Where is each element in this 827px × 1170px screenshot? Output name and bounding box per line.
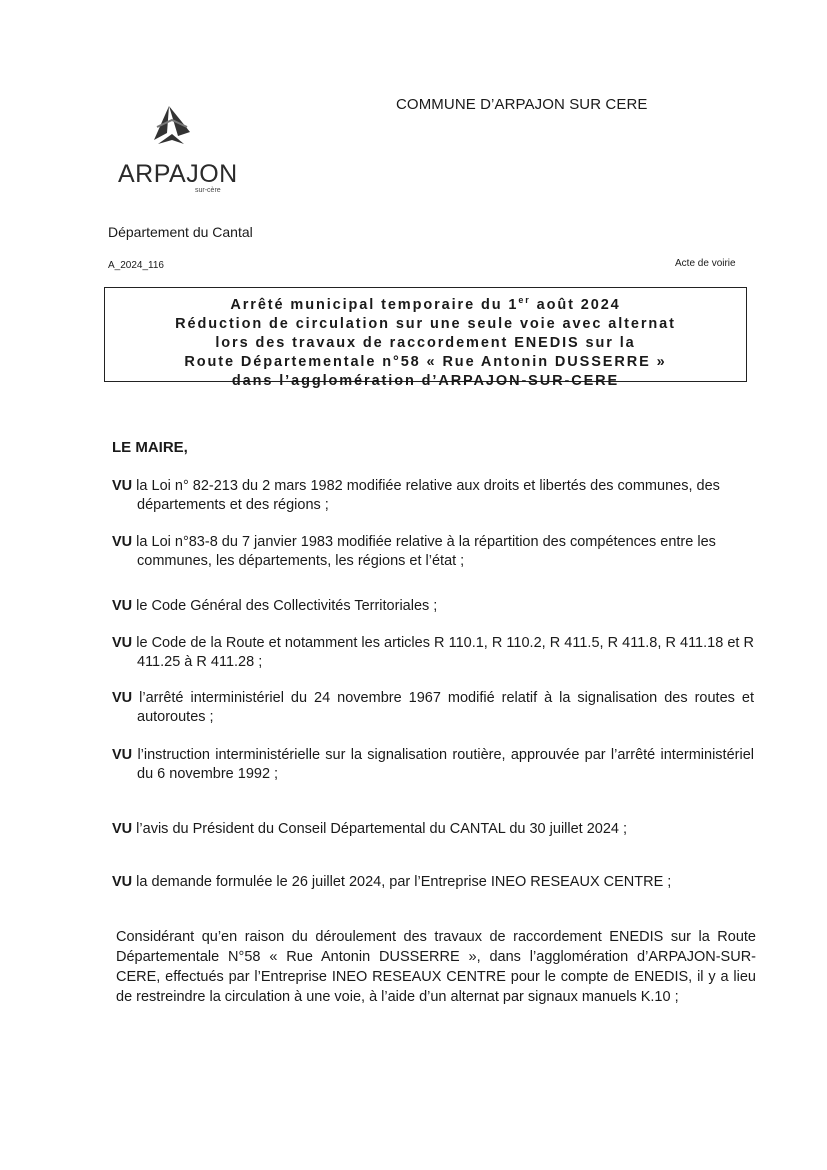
vu-paragraph: VU l’instruction interministérielle sur la signalisation routière, approuvée par l’arrêté interministériel du 6 novembre 1992 ; bbox=[112, 747, 754, 782]
logo-subtext: sur-cère bbox=[195, 187, 221, 194]
vu-paragraph: VU le Code Général des Collectivités Territoriales ; bbox=[112, 598, 438, 614]
title-box bbox=[104, 287, 747, 389]
considerant-paragraph: Considérant qu’en raison du déroulement des travaux de raccordement ENEDIS sur la Route Départementale N°58 « Rue Antonin DUSSERRE », dans l’agglomération d’ARPAJON-SUR-CERE, effectués par l’Entreprise INEO RESEAUX CENTRE pour le compte de ENEDIS, il y a lieu de restreindre la circulation à une voie, à l’aide d’un alternat par signaux manuels K.10 ; bbox=[116, 929, 756, 1005]
vu-paragraph: VU la Loi n° 82-213 du 2 mars 1982 modifiée relative aux droits et libertés des communes, des départements et des régions ; bbox=[112, 478, 720, 513]
title-line-4: Route Départementale n°58 « Rue Antonin DUSSERRE » bbox=[184, 353, 667, 370]
title-line-3: lors des travaux de raccordement ENEDIS sur la bbox=[215, 334, 636, 351]
title-line-5: dans l’agglomération d’ARPAJON-SUR-CERE bbox=[231, 372, 620, 389]
document-reference: A_2024_116 bbox=[108, 260, 164, 271]
acte-type: Acte de voirie bbox=[675, 258, 736, 269]
commune-name: COMMUNE D’ARPAJON SUR CERE bbox=[396, 96, 648, 113]
vu-paragraph: VU l’arrêté interministériel du 24 novembre 1967 modifié relatif à la signalisation des routes et autoroutes ; bbox=[112, 690, 754, 725]
le-maire-heading: LE MAIRE, bbox=[112, 439, 188, 456]
logo-wordmark: ARPAJON bbox=[118, 160, 238, 188]
vu-paragraph: VU l’avis du Président du Conseil Départemental du CANTAL du 30 juillet 2024 ; bbox=[112, 821, 628, 837]
title-line-2: Réduction de circulation sur une seule voie avec alternat bbox=[175, 315, 676, 332]
vu-paragraph: VU le Code de la Route et notamment les articles R 110.1, R 110.2, R 411.5, R 411.8, R 411.18 et R 411.25 à R 411.28 ; bbox=[112, 635, 754, 670]
departement-label: Département du Cantal bbox=[108, 224, 253, 240]
vu-paragraph: VU la demande formulée le 26 juillet 2024, par l’Entreprise INEO RESEAUX CENTRE ; bbox=[112, 874, 672, 890]
title-line-1: Arrêté municipal temporaire du 1er août 2024 bbox=[230, 295, 621, 313]
vu-paragraph: VU la Loi n°83-8 du 7 janvier 1983 modifiée relative à la répartition des compétences entre les communes, les départements, les régions et l’état ; bbox=[112, 534, 716, 569]
